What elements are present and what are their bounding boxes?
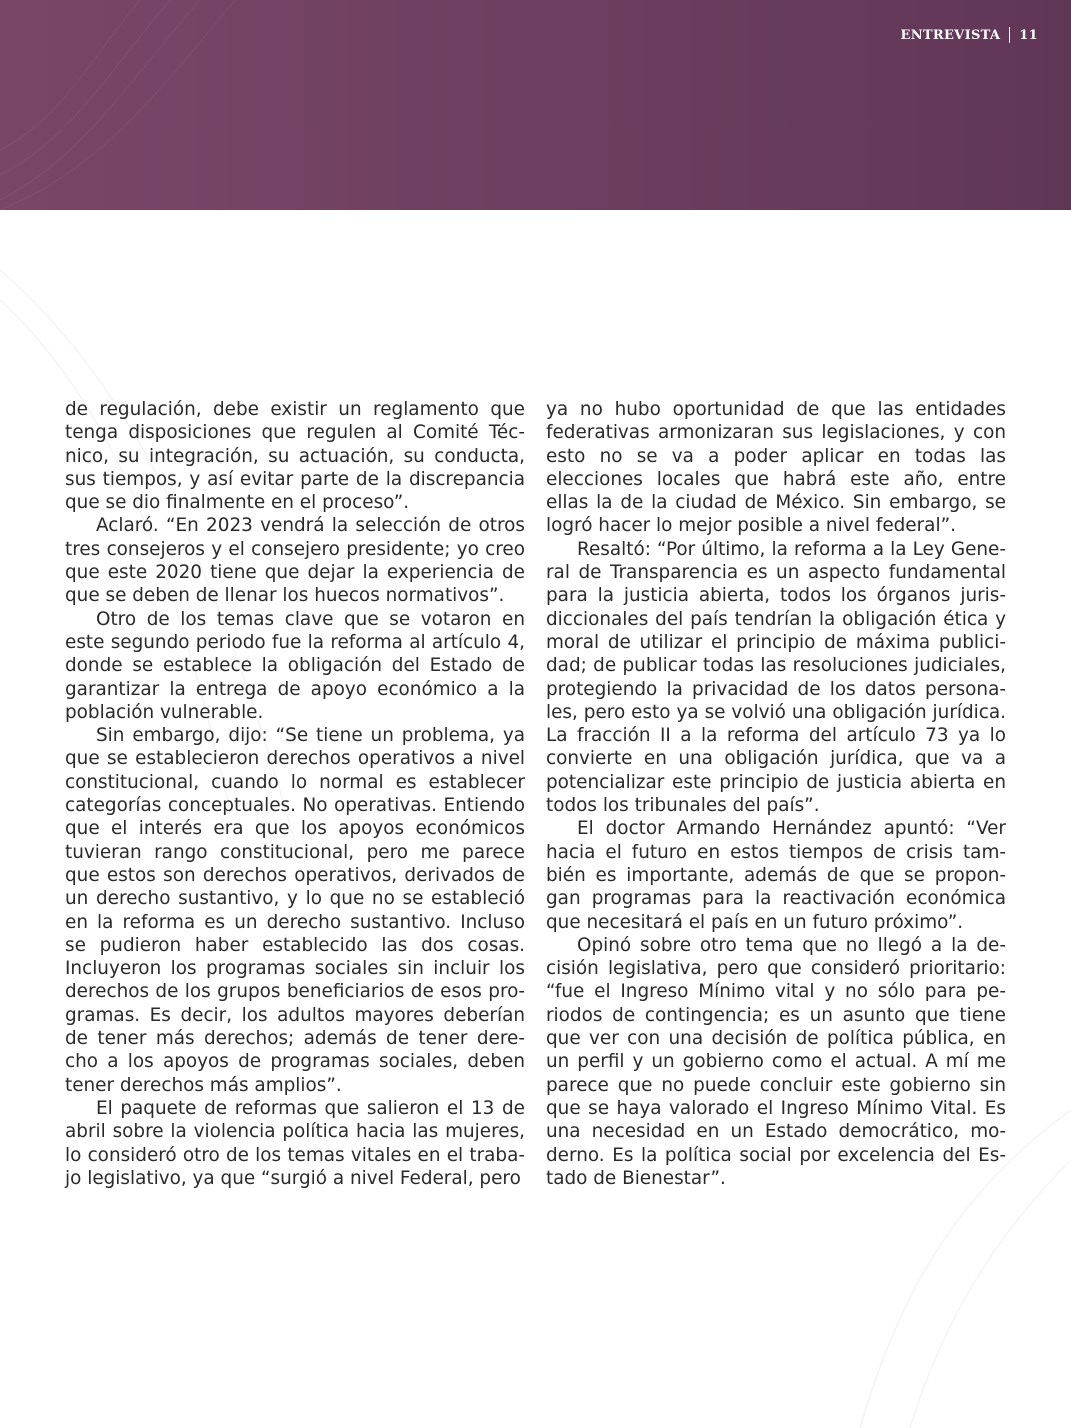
paragraph: de regulación, debe existir un reglamento que tenga disposiciones que regulen al Comité Técnico, su integración, su actuación, su conducta, sus tiempos, y así evitar parte de la discrepancia que se dio finalmente en el proceso”. xyxy=(65,399,525,514)
running-head-divider xyxy=(1009,27,1010,43)
text-column-right xyxy=(546,398,1006,1190)
paragraph: Resaltó: “Por último, la reforma a la Ley General de Transparencia es un aspecto fundamental para la justicia abierta, todos los órganos jurisdiccionales del país tendrían la obligación ética y moral de utilizar el principio de máxima publicidad; de publicar todas las resoluciones judiciales, protegiendo la privacidad de los datos personales, pero esto ya se volvió una obligación jurídica. La fracción II a la reforma del artículo 73 ya lo convierte en una obligación jurídica, que va a potencializar este principio de justicia abierta en todos los tribunales del país”. xyxy=(546,538,1006,817)
paragraph: ya no hubo oportunidad de que las entidades federativas armonizaran sus legislaciones, y con esto no se va a poder aplicar en todas las elecciones locales que habrá este año, entre ellas la de la ciudad de México. Sin embargo, se logró hacer lo mejor posible a nivel federal”. xyxy=(546,399,1006,537)
paragraph: Opinó sobre otro tema que no llegó a la decisión legislativa, pero que consideró prioritario: “fue el Ingreso Mínimo vital y no sólo para periodos de contingencia; es un asunto que tiene que ver con una decisión de política pública, en un perfil y un gobierno como el actual. A mí me parece que no puede concluir este gobierno sin que se haya valorado el Ingreso Mínimo Vital. Es una necesidad en un Estado democrático, moderno. Es la política social por excelencia del Estado de Bienestar”. xyxy=(546,934,1006,1189)
section-label: ENTREVISTA xyxy=(900,27,1001,43)
page-number: 11 xyxy=(1019,27,1038,43)
paragraph: Sin embargo, dijo: “Se tiene un problema, ya que se establecieron derechos operativos a nivel constitucional, cuando lo normal es establecer categorías conceptuales. No operativas. Entiendo que el interés era que los apoyos económicos tuvieran rango constitucional, pero me parece que estos son derechos operativos, derivados de un derecho sustantivo, y lo que no se estableció en la reforma es un derecho sustantivo. Incluso se pudieron haber establecido las dos cosas. Incluyeron los programas sociales sin incluir los derechos de los grupos beneficiarios de esos programas. Es decir, los adultos mayores deberían de tener más derechos; además de tener derecho a los apoyos de programas sociales, deben tener derechos más amplios”. xyxy=(65,725,525,1096)
text-column-left xyxy=(65,398,525,1190)
paragraph: Aclaró. “En 2023 vendrá la selección de otros tres consejeros y el consejero presidente; yo creo que este 2020 tiene que dejar la experiencia de que se deben de llenar los huecos normativos”. xyxy=(65,515,525,607)
paragraph: El doctor Armando Hernández apuntó: “Ver hacia el futuro en estos tiempos de crisis también es importante, además de que se propongan programas para la reactivación económica que necesitará el país en un futuro próximo”. xyxy=(546,818,1006,933)
paragraph: Otro de los temas clave que se votaron en este segundo periodo fue la reforma al artículo 4, donde se establece la obligación del Estado de garantizar la entrega de apoyo económico a la población vulnerable. xyxy=(65,608,525,723)
header-band xyxy=(0,0,1071,210)
paragraph: El paquete de reformas que salieron el 13 de abril sobre la violencia política hacia las mujeres, lo consideró otro de los temas vitales en el trabajo legislativo, ya que “surgió a nivel Federal, pero xyxy=(65,1097,525,1189)
running-head xyxy=(901,25,1039,45)
